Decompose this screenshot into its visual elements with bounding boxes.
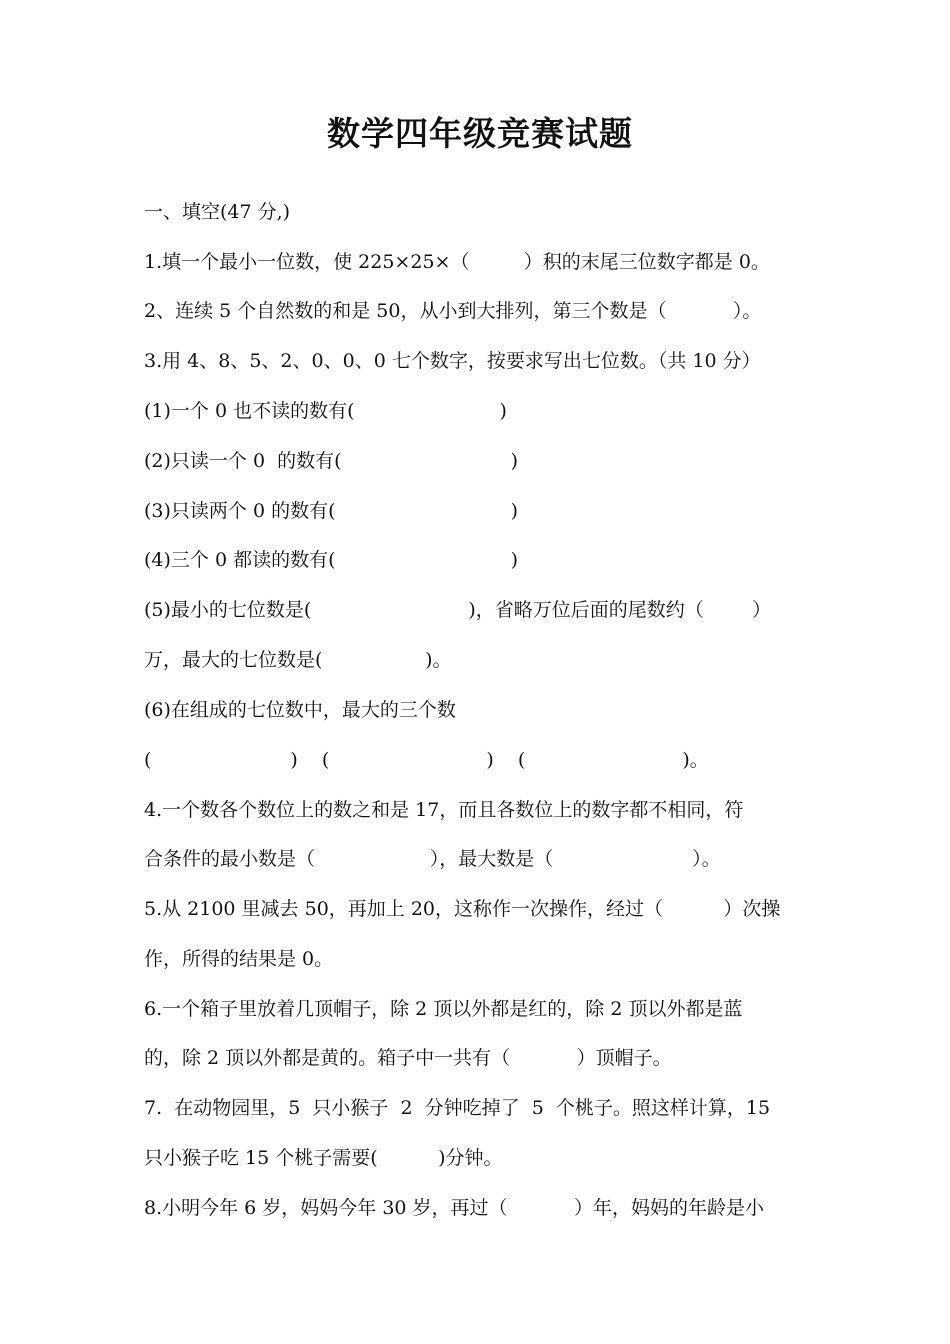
question-5-cont: 作，所得的结果是 0。	[144, 948, 334, 970]
page-title: 数学四年级竞赛试题	[327, 114, 633, 153]
question-3: 3.用 4、8、5、2、0、0、0 七个数字，按要求写出七位数。（共 10 分）	[144, 350, 761, 372]
question-8: 8.小明今年 6 岁，妈妈今年 30 岁，再过（ ）年，妈妈的年龄是小	[144, 1197, 764, 1219]
question-7: 7. 在动物园里，5 只小猴子 2 分钟吃掉了 5 个桃子。照这样计算，15	[144, 1097, 771, 1119]
question-5: 5.从 2100 里减去 50，再加上 20，这称作一次操作，经过（ ）次操	[144, 898, 781, 920]
question-3-part-6: (6)在组成的七位数中，最大的三个数	[144, 699, 456, 721]
question-4-cont: 合条件的最小数是（ ），最大数是（ ）。	[144, 848, 721, 870]
question-6-cont: 的，除 2 顶以外都是黄的。箱子中一共有（ ）顶帽子。	[144, 1047, 672, 1069]
question-3-part-2: (2)只读一个 0 的数有( )	[144, 450, 519, 472]
question-3-part-4: (4)三个 0 都读的数有( )	[144, 549, 519, 571]
question-3-part-1: (1)一个 0 也不读的数有( )	[144, 400, 507, 422]
question-3-part-6-blanks: ( ) ( ) ( )。	[144, 749, 709, 771]
question-6: 6.一个箱子里放着几顶帽子，除 2 顶以外都是红的，除 2 顶以外都是蓝	[144, 998, 743, 1020]
question-3-part-3: (3)只读两个 0 的数有( )	[144, 500, 519, 522]
question-2: 2、连续 5 个自然数的和是 50，从小到大排列，第三个数是（ ）。	[144, 300, 762, 322]
question-3-part-5: (5)最小的七位数是( )，省略万位后面的尾数约（ ）	[144, 599, 772, 621]
question-1: 1.填一个最小一位数，使 225×25×（ ）积的末尾三位数字都是 0。	[144, 251, 770, 273]
question-3-part-5-cont: 万，最大的七位数是( )。	[144, 649, 452, 671]
question-4: 4.一个数各个数位上的数之和是 17，而且各数位上的数字都不相同，符	[144, 799, 744, 821]
question-7-cont: 只小猴子吃 15 个桃子需要( )分钟。	[144, 1147, 503, 1169]
section-heading-fill-in: 一、填空(47 分,)	[144, 201, 291, 223]
